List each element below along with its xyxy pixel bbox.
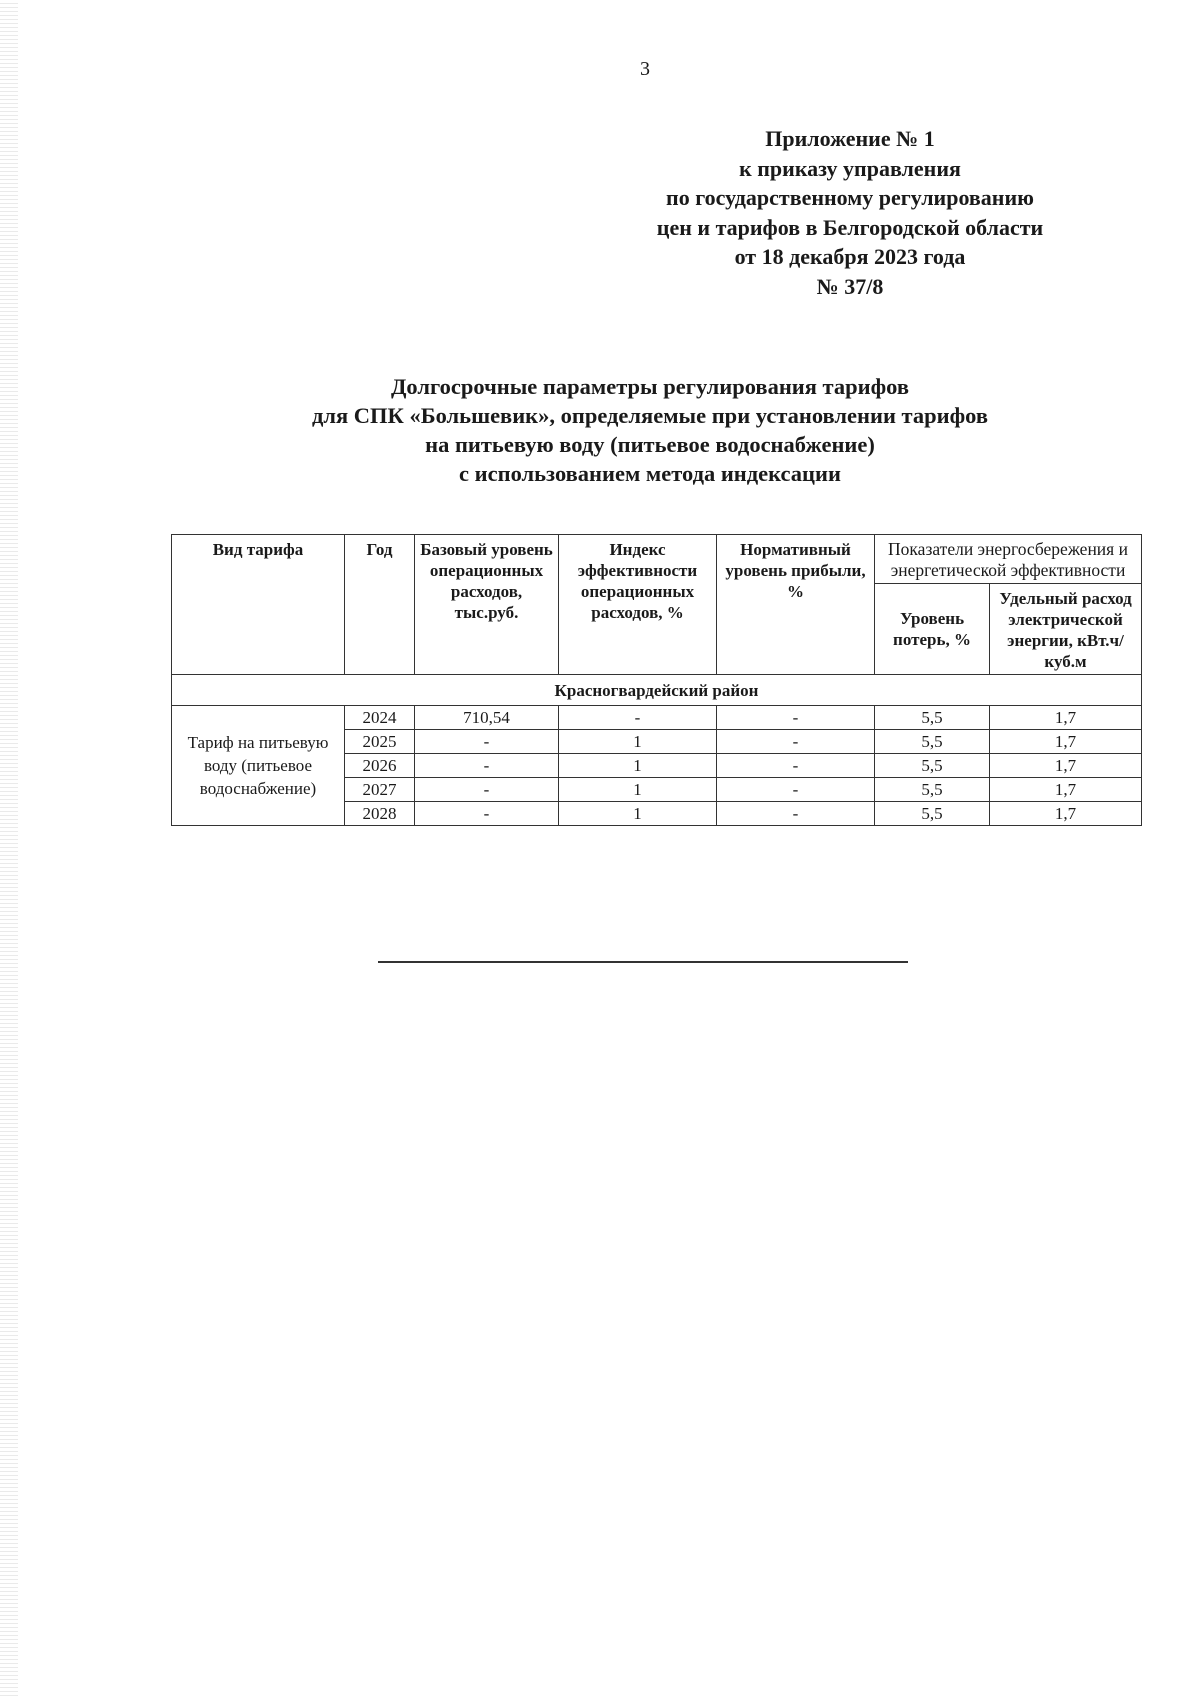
year-cell: 2026 xyxy=(345,754,415,778)
header-tariff-type: Вид тарифа xyxy=(172,535,345,675)
efficiency-index-cell: 1 xyxy=(559,778,717,802)
profit-level-cell: - xyxy=(717,778,875,802)
specific-power-cell: 1,7 xyxy=(990,706,1142,730)
efficiency-index-cell: - xyxy=(559,706,717,730)
loss-level-cell: 5,5 xyxy=(875,778,990,802)
table-row xyxy=(172,706,1142,730)
profit-level-cell: - xyxy=(717,754,875,778)
header-specific-power: Удельный расход электрической энергии, кВт.ч/куб.м xyxy=(990,584,1142,675)
appendix-line: к приказу управления xyxy=(739,155,961,181)
specific-power-cell: 1,7 xyxy=(990,778,1142,802)
year-cell: 2024 xyxy=(345,706,415,730)
district-name: Красногвардейский район xyxy=(172,675,1142,706)
efficiency-index-cell: 1 xyxy=(559,802,717,826)
efficiency-index-cell: 1 xyxy=(559,730,717,754)
page-number: 3 xyxy=(640,58,650,80)
base-opex-cell: - xyxy=(415,802,559,826)
header-profit-level: Нормативный уровень прибыли, % xyxy=(717,535,875,675)
profit-level-cell: - xyxy=(717,802,875,826)
document-title xyxy=(230,372,1070,488)
profit-level-cell: - xyxy=(717,706,875,730)
specific-power-cell: 1,7 xyxy=(990,802,1142,826)
loss-level-cell: 5,5 xyxy=(875,754,990,778)
district-row xyxy=(172,675,1142,706)
title-line: для СПК «Большевик», определяемые при установлении тарифов xyxy=(311,403,988,428)
base-opex-cell: - xyxy=(415,754,559,778)
appendix-line: № 37/8 xyxy=(816,273,884,299)
closing-rule-divider xyxy=(378,961,908,963)
profit-level-cell: - xyxy=(717,730,875,754)
header-year: Год xyxy=(345,535,415,675)
base-opex-cell: 710,54 xyxy=(415,706,559,730)
appendix-line: Приложение № 1 xyxy=(765,126,935,151)
appendix-block xyxy=(620,124,1080,301)
header-row xyxy=(172,535,1142,584)
title-line: на питьевую воду (питьевое водоснабжение) xyxy=(425,432,875,457)
base-opex-cell: - xyxy=(415,730,559,754)
scan-edge-artifact xyxy=(0,0,18,1697)
loss-level-cell: 5,5 xyxy=(875,802,990,826)
year-cell: 2028 xyxy=(345,802,415,826)
header-base-opex: Базовый уровень операционных расходов, тыс.руб. xyxy=(415,535,559,675)
year-cell: 2027 xyxy=(345,778,415,802)
title-line: с использованием метода индексации xyxy=(459,461,841,486)
appendix-line: от 18 декабря 2023 года xyxy=(734,244,966,269)
tariff-type-cell: Тариф на питьевую воду (питьевое водоснабжение) xyxy=(172,706,345,826)
loss-level-cell: 5,5 xyxy=(875,706,990,730)
specific-power-cell: 1,7 xyxy=(990,754,1142,778)
header-efficiency-index: Индекс эффективности операционных расходов, % xyxy=(559,535,717,675)
specific-power-cell: 1,7 xyxy=(990,730,1142,754)
header-energy-group: Показатели энергосбережения и энергетической эффективности xyxy=(875,535,1142,584)
header-loss-level: Уровень потерь, % xyxy=(875,584,990,675)
loss-level-cell: 5,5 xyxy=(875,730,990,754)
year-cell: 2025 xyxy=(345,730,415,754)
tariff-parameters-table xyxy=(171,534,1142,826)
efficiency-index-cell: 1 xyxy=(559,754,717,778)
base-opex-cell: - xyxy=(415,778,559,802)
title-line: Долгосрочные параметры регулирования тарифов xyxy=(390,374,910,399)
appendix-line: по государственному регулированию xyxy=(666,185,1034,210)
appendix-line: цен и тарифов в Белгородской области xyxy=(656,214,1044,240)
